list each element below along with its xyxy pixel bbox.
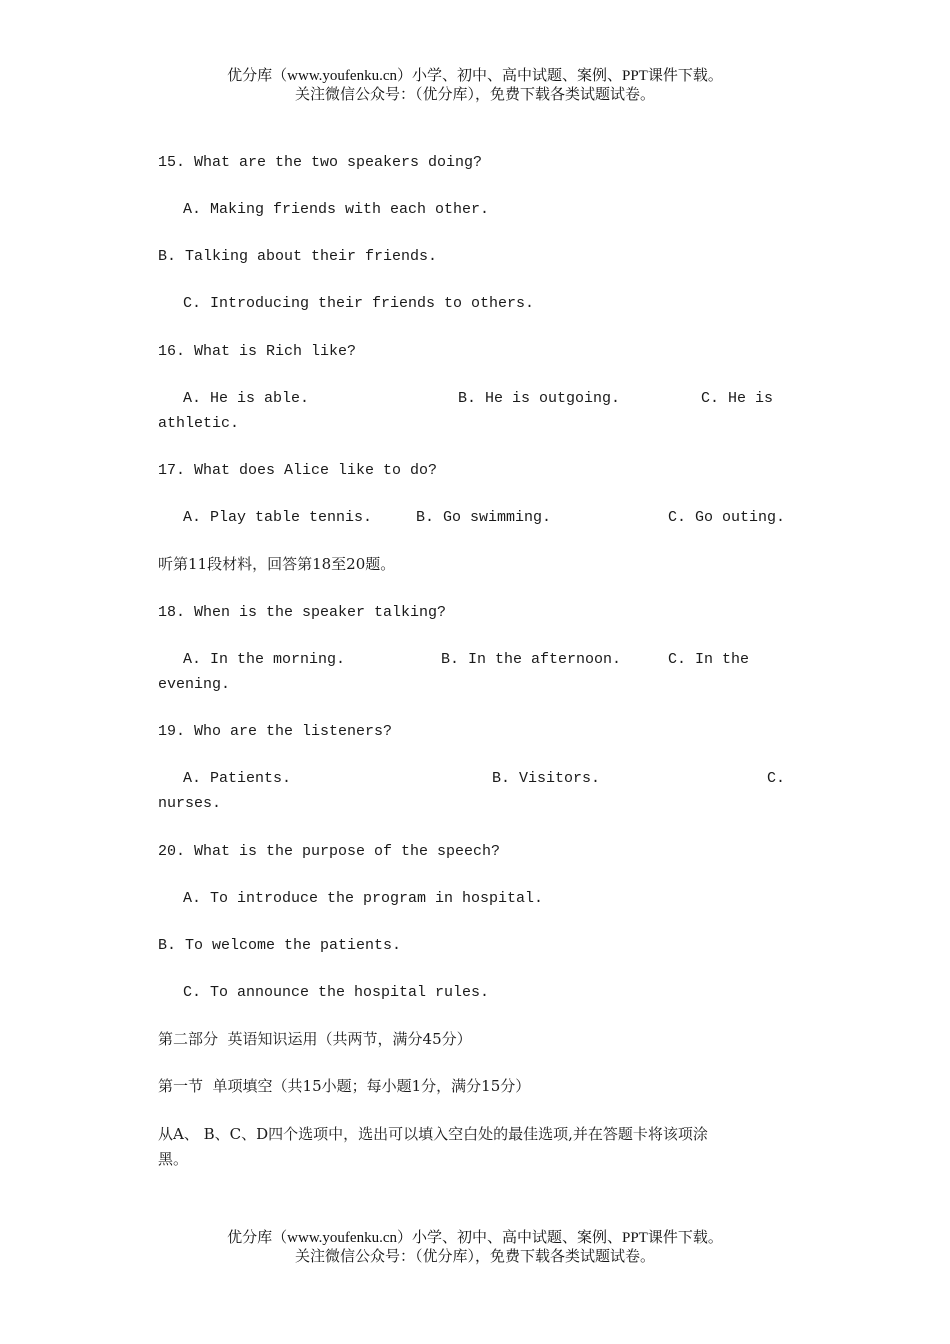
q15-option-c: C. Introducing their friends to others.: [183, 295, 535, 312]
q18-option-c-wrap: evening.: [158, 676, 231, 693]
header-line-2: 关注微信公众号：（优分库），免费下载各类试题试卷。: [294, 87, 655, 103]
q17-option-b: B. Go swimming.: [416, 509, 552, 526]
q17-option-c: C. Go outing.: [668, 509, 786, 526]
section-1-instruction-line-1: 从A、 B、C、D四个选项中，选出可以填入空白处的最佳选项,并在答题卡将该项涂: [158, 1125, 708, 1143]
section-11-instruction: 听第11段材料，回答第18至20题。: [158, 555, 396, 573]
q15-option-b: B. Talking about their friends.: [158, 248, 438, 265]
section-1-title: 第一节 单项填空（共15小题；每小题1分，满分15分）: [158, 1077, 531, 1095]
header-line-1: 优分库（www.youfenku.cn）小学、初中、高中试题、案例、PPT课件下载。: [227, 68, 723, 84]
q19-option-b: B. Visitors.: [492, 770, 601, 787]
q18-option-a: A. In the morning.: [183, 651, 346, 668]
question-19: 19. Who are the listeners?: [158, 723, 393, 740]
q16-option-b: B. He is outgoing.: [458, 390, 621, 407]
q19-option-c-wrap: nurses.: [158, 795, 222, 812]
footer-line-1: 优分库（www.youfenku.cn）小学、初中、高中试题、案例、PPT课件下载。: [227, 1230, 723, 1246]
question-20: 20. What is the purpose of the speech?: [158, 843, 501, 860]
part-2-title: 第二部分 英语知识运用（共两节，满分45分）: [158, 1030, 472, 1048]
page-header: [0, 67, 950, 105]
q18-option-c: C. In the: [668, 651, 750, 668]
q16-option-a: A. He is able.: [183, 390, 310, 407]
question-17: 17. What does Alice like to do?: [158, 462, 438, 479]
q15-option-a: A. Making friends with each other.: [183, 201, 490, 218]
question-16: 16. What is Rich like?: [158, 343, 357, 360]
q20-option-c: C. To announce the hospital rules.: [183, 984, 490, 1001]
q16-option-c-wrap: athletic.: [158, 415, 240, 432]
q16-option-c: C. He is: [701, 390, 774, 407]
q19-option-a: A. Patients.: [183, 770, 292, 787]
q20-option-a: A. To introduce the program in hospital.: [183, 890, 544, 907]
question-18: 18. When is the speaker talking?: [158, 604, 447, 621]
section-1-instruction-line-2: 黑。: [158, 1150, 189, 1168]
q19-option-c: C.: [767, 770, 786, 787]
question-15: 15. What are the two speakers doing?: [158, 154, 483, 171]
q20-option-b: B. To welcome the patients.: [158, 937, 402, 954]
q17-option-a: A. Play table tennis.: [183, 509, 373, 526]
page-footer: [0, 1229, 950, 1267]
footer-line-2: 关注微信公众号：（优分库），免费下载各类试题试卷。: [294, 1249, 655, 1265]
q18-option-b: B. In the afternoon.: [441, 651, 622, 668]
